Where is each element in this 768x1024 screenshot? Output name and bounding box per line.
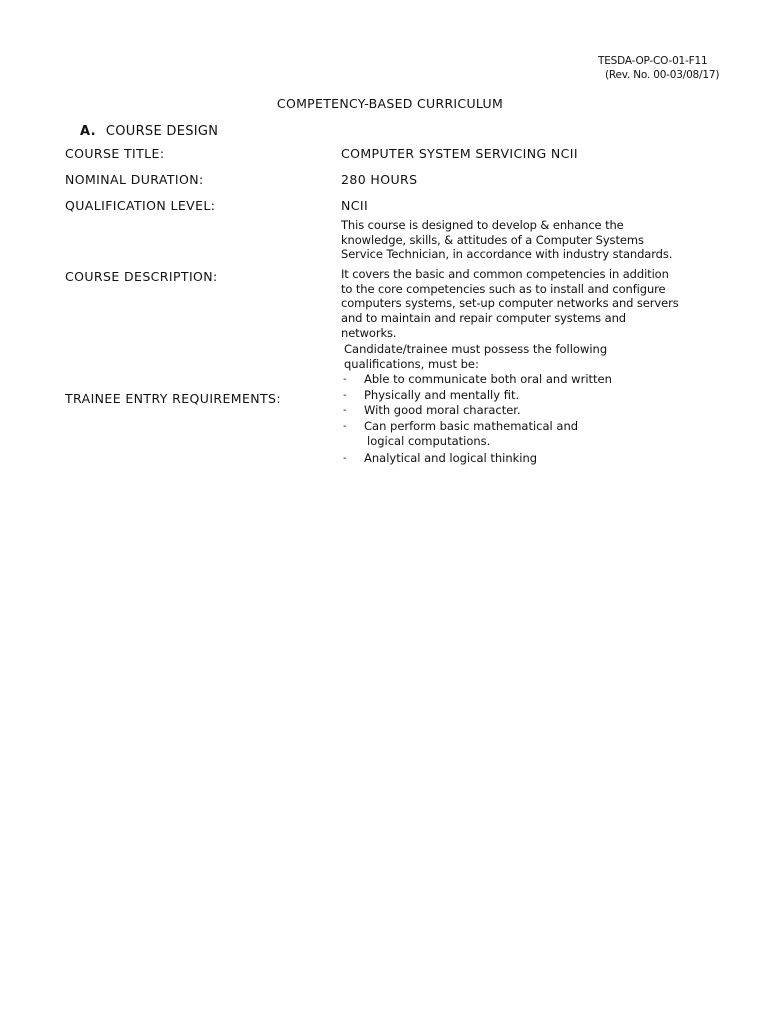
course-description-label: COURSE DESCRIPTION:	[65, 269, 218, 284]
list-item	[342, 451, 612, 467]
intro-line: qualifications, must be:	[344, 357, 479, 371]
intro-line: Candidate/trainee must possess the following	[344, 342, 608, 356]
course-description-intro	[341, 218, 711, 262]
list-item-continuation: logical computations.	[367, 434, 491, 448]
list-item	[342, 403, 612, 419]
list-item	[342, 388, 612, 404]
bullet-icon: -	[343, 374, 347, 385]
page-title: COMPETENCY-BASED CURRICULUM	[276, 96, 504, 111]
list-item-text: Can perform basic mathematical and	[364, 418, 579, 433]
bullet-icon: -	[343, 420, 347, 432]
paragraph-line: and to maintain and repair computer systems and	[341, 310, 626, 325]
document-code-block	[598, 54, 738, 82]
paragraph-line: This course is designed to develop & enhance the	[341, 218, 624, 232]
bullet-icon: -	[343, 452, 347, 464]
paragraph-line: computers systems, set-up computer networks and servers	[341, 296, 679, 310]
qualification-level-value: NCII	[341, 198, 369, 213]
paragraph-line: networks.	[341, 326, 397, 340]
paragraph-line: to the core competencies such as to install and configure	[341, 281, 666, 296]
entry-requirements-intro	[344, 342, 607, 372]
list-item	[342, 372, 612, 388]
course-title-label: COURSE TITLE:	[65, 146, 165, 161]
section-heading	[80, 124, 218, 139]
qualification-level-label: QUALIFICATION LEVEL:	[65, 198, 216, 213]
entry-requirements-list	[342, 372, 612, 466]
list-item-text: Able to communicate both oral and written	[364, 372, 612, 386]
section-label: COURSE DESIGN	[105, 124, 219, 139]
paragraph-line: knowledge, skills, & attitudes of a Computer Systems	[341, 232, 644, 247]
course-description-body	[341, 267, 711, 341]
revision-number: (Rev. No. 00-03/08/17)	[605, 69, 720, 81]
course-title-value: COMPUTER SYSTEM SERVICING NCII	[341, 146, 578, 161]
paragraph-line: Service Technician, in accordance with industry standards.	[341, 247, 673, 261]
list-item-text: Analytical and logical thinking	[364, 450, 538, 465]
list-item-text: With good moral character.	[364, 403, 521, 417]
list-item-text: Physically and mentally fit.	[364, 387, 520, 402]
bullet-icon: -	[343, 389, 347, 401]
bullet-icon: -	[343, 405, 347, 416]
section-marker: A.	[80, 124, 96, 139]
paragraph-line: It covers the basic and common competencies in addition	[341, 267, 669, 281]
list-item	[342, 419, 612, 450]
document-code: TESDA-OP-CO-01-F11	[598, 55, 708, 67]
nominal-duration-label: NOMINAL DURATION:	[65, 172, 204, 187]
entry-requirements-label: TRAINEE ENTRY REQUIREMENTS:	[65, 391, 282, 406]
nominal-duration-value: 280 HOURS	[341, 172, 418, 187]
